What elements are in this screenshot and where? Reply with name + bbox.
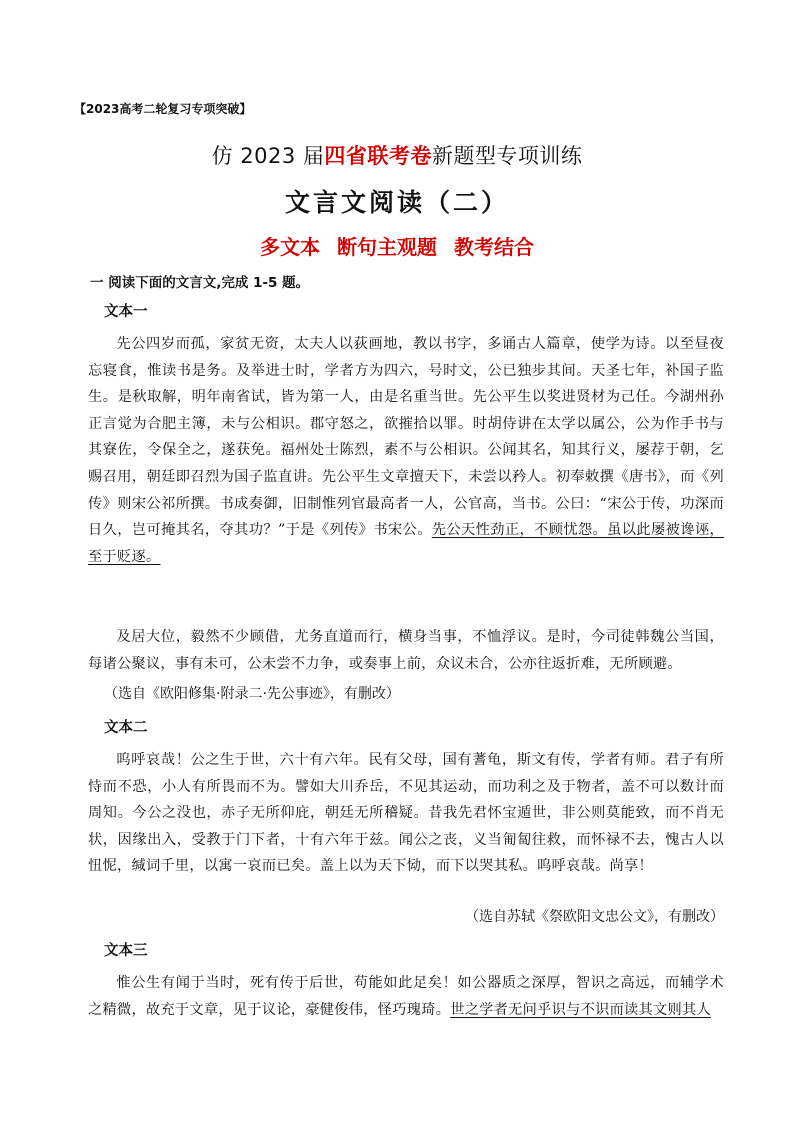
title-highlight: 四省联考卷 — [324, 144, 432, 168]
text3-underlined-sentence: 世之学者无问乎识与不识而读其文则其人 — [450, 1001, 711, 1018]
question-instruction: 一 阅读下面的文言文,完成 1-5 题。 — [90, 275, 310, 291]
text1-source: （选自《欧阳修集·附录二·先公事迹》，有删改） — [104, 686, 400, 702]
text2-heading: 文本二 — [104, 719, 148, 736]
text1-paragraph2: 及居大位，毅然不少顾借，尤务直道而行，横身当事，不恤浮议。是时，今司徒韩魏公当国，每诸公聚议，事有未可，公未尝不力争，或奏事上前，众议未合，公亦往返折难，无所顾避。 — [88, 629, 724, 672]
text1-underlined-sentence: 先公天性劲正，不顾忧怨。虽以此屡被谗诬，至于贬逐。 — [88, 522, 724, 565]
text3-paragraph1-body: 惟公生有闻于当时，死有传于后世，苟能如此足矣！如公器质之深厚，智识之高远，而辅学术之精微，故充于文章，见于议论，豪健俊伟，怪巧瑰琦。 — [88, 975, 724, 1018]
text3-paragraph1 — [88, 970, 724, 1023]
text1-paragraph1-body: 先公四岁而孤，家贫无资，太夫人以荻画地，教以书字，多诵古人篇章，使学为诗。以至昼夜忘寝食，惟读书是务。及举进士时，学者方为四六，号时文，公已独步其间。天圣七年，补国子监生。是秋取解，明年南省试，皆为第一人，由是名重当世。先公平生以奖进贤材为己任。今湖州孙正言觉为合肥主簿，未与公相识。郡守怒之，欲摧拾以罪。时胡侍讲在太学以属公，公为作手书与其寮佐，令保全之，遂获免。福州处士陈烈，素不与公相识。公闻其名，知其行义，屡荐于朝，乞赐召用，朝廷即召烈为国子监直讲。先公平生文章擅天下，未尝以矜人。初奉敕撰《唐书》，而《列传》则宋公祁所撰。书成奏御，旧制惟列官最高者一人，公官高，当书。公曰：“宋公于传，功深而日久，岂可掩其名，夺其功？”于是《列传》书宋公。 — [88, 336, 724, 539]
text3-heading: 文本三 — [104, 942, 148, 959]
exam-title-line — [0, 140, 794, 170]
subtitle-part1: 多文本 — [260, 235, 321, 259]
subtitle-part2: 断句主观题 — [337, 235, 437, 259]
text1-heading: 文本一 — [104, 303, 148, 320]
text2-source: （选自苏轼《祭欧阳文忠公文》，有删改） — [465, 909, 724, 925]
header-tag: 【2023高考二轮复习专项突破】 — [74, 102, 252, 116]
text2-paragraph1: 呜呼哀哉！公之生于世，六十有六年。民有父母，国有蓍龟，斯文有传，学者有师。君子有所恃而不恐，小人有所畏而不为。譬如大川乔岳，不见其运动，而功利之及于物者，盖不可以数计而周知。今公之没也，赤子无所仰庇，朝廷无所稽疑。昔我先君怀宝遁世，非公则莫能致，而不肖无状，因缘出入，受教于门下者，十有六年于兹。闻公之丧，义当匍匐往救，而怀禄不去，愧古人以忸怩，缄词千里，以寓一哀而已矣。盖上以为天下恸，而下以哭其私。呜呼哀哉。尚享！ — [88, 752, 724, 875]
title-suffix: 新题型专项训练 — [431, 144, 583, 168]
title-prefix: 仿 2023 届 — [211, 144, 325, 168]
subtitle-part3: 教考结合 — [453, 235, 534, 259]
text1-paragraph1 — [88, 331, 724, 570]
subtitle — [0, 231, 794, 260]
main-title: 文言文阅读（二） — [284, 188, 509, 217]
